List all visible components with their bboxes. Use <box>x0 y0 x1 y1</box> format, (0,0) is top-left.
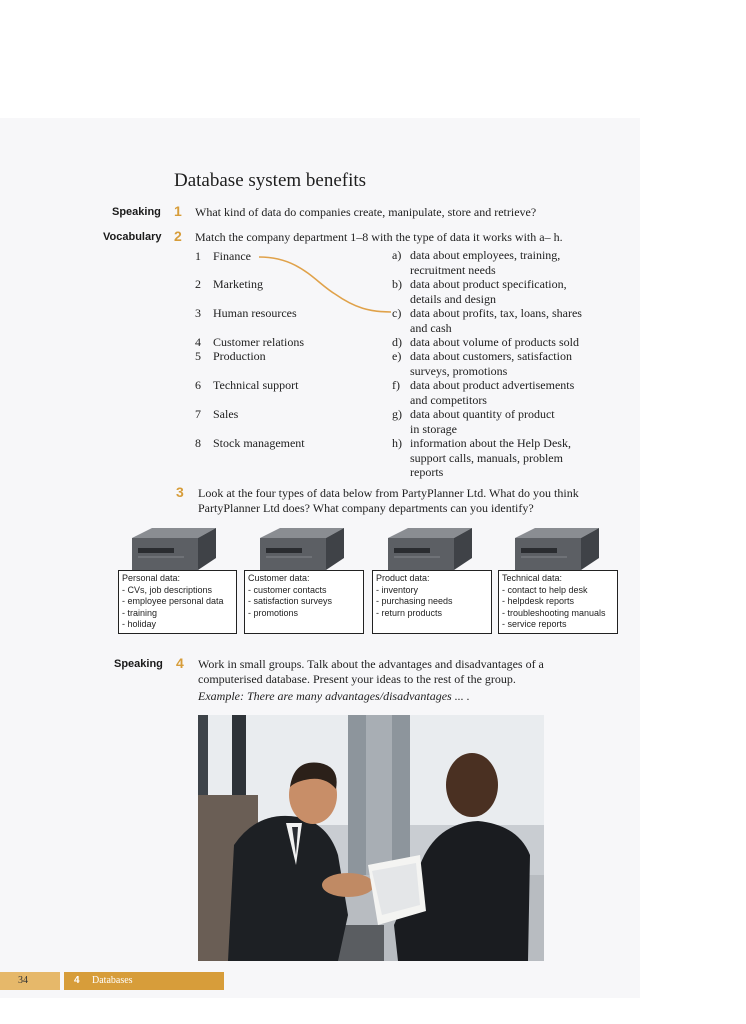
answer-item: a) data about employees, training, recruitment needs <box>392 248 561 277</box>
department-item: 4 Customer relations <box>195 335 304 349</box>
department-item: 6 Technical support <box>195 378 299 392</box>
exercise-2-instruction: Match the company department 1–8 with the type of data it works with a– h. <box>195 230 563 244</box>
answer-item: g) data about quantity of product in storage <box>392 407 555 436</box>
answer-item: e) data about customers, satisfaction surveys, promotions <box>392 349 572 378</box>
section-label-vocabulary: Vocabulary <box>103 231 162 243</box>
unit-footer-bar <box>64 972 224 990</box>
exercise-1-question: What kind of data do companies create, manipulate, store and retrieve? <box>195 205 537 219</box>
match-line <box>255 252 395 318</box>
database-server-icon <box>380 524 472 572</box>
page-title: Database system benefits <box>174 170 367 191</box>
data-box-technical: Technical data: - contact to help desk - helpdesk reports - troubleshooting manuals - service reports <box>498 570 618 634</box>
business-handshake-photo <box>198 715 544 961</box>
department-item: 8 Stock management <box>195 436 305 450</box>
department-item: 2 Marketing <box>195 277 263 291</box>
department-item: 7 Sales <box>195 407 239 421</box>
department-item: 3 Human resources <box>195 306 297 320</box>
exercise-3-line-2: PartyPlanner Ltd does? What company departments can you identify? <box>198 501 534 515</box>
database-server-icon <box>252 524 344 572</box>
data-box-customer: Customer data: - customer contacts - satisfaction surveys - promotions <box>244 570 364 634</box>
section-label-speaking: Speaking <box>112 206 161 218</box>
exercise-number-3: 3 <box>176 484 184 500</box>
exercise-3-line-1: Look at the four types of data below from PartyPlanner Ltd. What do you think <box>198 486 579 500</box>
exercise-4-line-1: Work in small groups. Talk about the advantages and disadvantages of a <box>198 657 544 671</box>
page-number-tab <box>0 972 60 990</box>
section-label-speaking: Speaking <box>114 658 163 670</box>
exercise-4-line-2: computerised database. Present your ideas to the rest of the group. <box>198 672 516 686</box>
answer-item: c) data about profits, tax, loans, shares and cash <box>392 306 582 335</box>
exercise-number-2: 2 <box>174 228 182 244</box>
database-server-icon <box>124 524 216 572</box>
data-box-product: Product data: - inventory - purchasing needs - return products <box>372 570 492 634</box>
page-number: 34 <box>18 975 28 986</box>
answer-item: b) data about product specification, details and design <box>392 277 567 306</box>
database-server-icon <box>507 524 599 572</box>
unit-number: 4 <box>74 975 80 986</box>
answer-item: f) data about product advertisements and competitors <box>392 378 575 407</box>
answer-item: h) information about the Help Desk, support calls, manuals, problem reports <box>392 436 571 479</box>
exercise-number-1: 1 <box>174 203 182 219</box>
exercise-4-example: Example: There are many advantages/disadvantages ... . <box>198 689 470 703</box>
department-item: 1 Finance <box>195 249 251 263</box>
unit-title: Databases <box>92 975 133 986</box>
exercise-number-4: 4 <box>176 655 184 671</box>
answer-item: d) data about volume of products sold <box>392 335 579 349</box>
data-box-personal: Personal data: - CVs, job descriptions - employee personal data - training - holiday <box>118 570 237 634</box>
department-item: 5 Production <box>195 349 266 363</box>
